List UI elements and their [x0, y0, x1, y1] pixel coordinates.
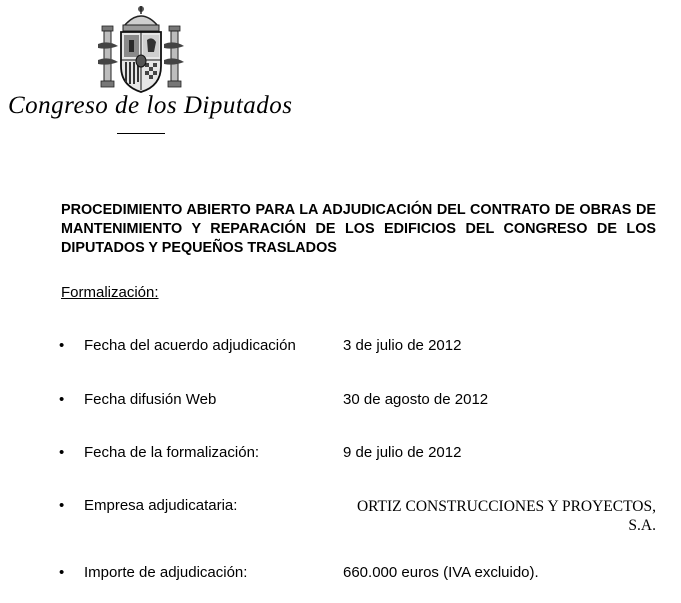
- document-title: PROCEDIMIENTO ABIERTO PARA LA ADJUDICACIÓN DEL CONTRATO DE OBRAS DE MANTENIMIENTO Y REPARACIÓN DE LOS EDIFICIOS DEL CONGRESO DE LOS DIPUTADOS Y PEQUEÑOS TRASLADOS: [61, 202, 656, 256]
- bullet: •: [59, 497, 65, 514]
- item-value: 3 de julio de 2012: [343, 337, 462, 354]
- divider: [117, 133, 165, 134]
- list-item-web-date: [0, 391, 681, 413]
- item-value: ORTIZ CONSTRUCCIONES Y PROYECTOS, S.A.: [356, 498, 656, 534]
- list-item-formalization-date: [0, 444, 681, 466]
- item-label: Fecha del acuerdo adjudicación: [84, 337, 296, 354]
- item-label: Importe de adjudicación:: [84, 564, 248, 581]
- bullet: •: [59, 391, 65, 408]
- bullet: •: [59, 564, 65, 581]
- item-label: Fecha difusión Web: [84, 391, 217, 408]
- list-item-award-date: [0, 337, 681, 359]
- list-item-amount: [0, 564, 681, 586]
- item-value: 30 de agosto de 2012: [343, 391, 489, 408]
- item-value: 9 de julio de 2012: [343, 444, 462, 461]
- section-heading: Formalización:: [61, 284, 159, 301]
- coat-of-arms-logo: [96, 4, 186, 96]
- list-item-contractor: [0, 497, 681, 539]
- item-value: 660.000 euros (IVA excluido).: [343, 564, 539, 581]
- bullet: •: [59, 337, 65, 354]
- item-label: Fecha de la formalización:: [84, 444, 260, 461]
- bullet: •: [59, 444, 65, 461]
- item-label: Empresa adjudicataria:: [84, 497, 238, 514]
- institution-name: Congreso de los Diputados: [8, 92, 293, 119]
